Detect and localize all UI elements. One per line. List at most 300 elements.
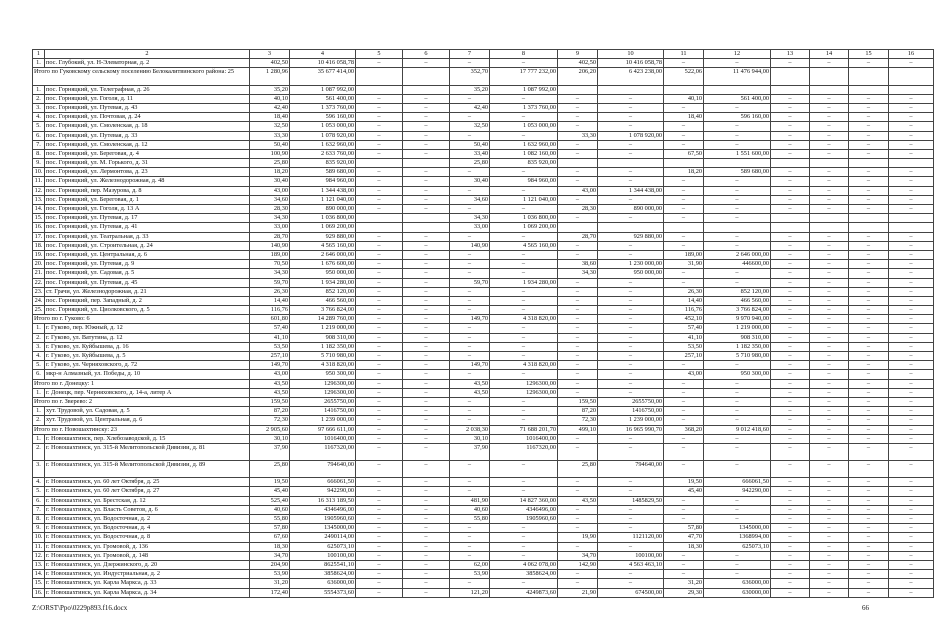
value-cell-col-3: 33,30	[250, 131, 290, 140]
table-row	[33, 352, 934, 361]
subtotal-row	[33, 68, 934, 85]
row-number: 5.	[33, 122, 45, 131]
value-cell-col-12: –	[704, 269, 771, 278]
value-cell-col-11: –	[664, 269, 704, 278]
value-cell-col-4: 1 934 280,00	[290, 278, 356, 287]
value-cell-col-4: 984 960,00	[290, 177, 356, 186]
value-cell-col-5: –	[356, 352, 403, 361]
value-cell-col-14: –	[810, 570, 849, 579]
value-cell-col-16: –	[889, 443, 934, 460]
row-number: 6.	[33, 496, 45, 505]
column-number-8: 8	[490, 50, 558, 59]
value-cell-col-7: 149,70	[450, 315, 490, 324]
value-cell-col-11: 189,00	[664, 250, 704, 259]
row-number: 9.	[33, 159, 45, 168]
value-cell-col-14: –	[810, 579, 849, 588]
value-cell-col-3: 43,00	[250, 186, 290, 195]
value-cell-col-4: 8625541,10	[290, 560, 356, 569]
address-cell: пос. Горняцкий, ул. Центральная, д. 6	[45, 250, 250, 259]
value-cell-col-3: 28,30	[250, 205, 290, 214]
value-cell-col-12: –	[704, 379, 771, 388]
value-cell-col-3: 70,50	[250, 260, 290, 269]
value-cell-col-13: –	[771, 524, 810, 533]
value-cell-col-16: –	[889, 140, 934, 149]
value-cell-col-15: –	[849, 443, 889, 460]
value-cell-col-5: –	[356, 478, 403, 487]
row-number: 11.	[33, 177, 45, 186]
value-cell-col-8: –	[490, 579, 558, 588]
value-cell-col-13: –	[771, 416, 810, 425]
value-cell-col-7: –	[450, 306, 490, 315]
column-number-11: 11	[664, 50, 704, 59]
value-cell-col-9: –	[558, 315, 598, 324]
column-number-7: 7	[450, 50, 490, 59]
value-cell-col-13: –	[771, 306, 810, 315]
value-cell-col-8: –	[490, 287, 558, 296]
value-cell-col-6: –	[403, 505, 450, 514]
value-cell-col-14: –	[810, 177, 849, 186]
value-cell-col-5: –	[356, 505, 403, 514]
row-number: 4.	[33, 113, 45, 122]
value-cell-col-7: –	[450, 131, 490, 140]
value-cell-col-8: –	[490, 186, 558, 195]
value-cell-col-15: –	[849, 186, 889, 195]
value-cell-col-12: –	[704, 195, 771, 204]
address-cell: г. Гуково, пер. Южный, д. 12	[45, 324, 250, 333]
value-cell-col-4: 1296300,00	[290, 388, 356, 397]
value-cell-col-15: –	[849, 551, 889, 560]
value-cell-col-13: –	[771, 278, 810, 287]
row-number: 15.	[33, 214, 45, 223]
table-row	[33, 149, 934, 158]
column-number-4: 4	[290, 50, 356, 59]
value-cell-col-10: –	[598, 443, 664, 460]
value-cell-col-12: –	[704, 505, 771, 514]
value-cell-col-10: 1 344 438,00	[598, 186, 664, 195]
value-cell-col-11: –	[664, 407, 704, 416]
value-cell-col-13	[771, 68, 810, 85]
value-cell-col-7: –	[450, 296, 490, 305]
value-cell-col-4: 100100,00	[290, 551, 356, 560]
value-cell-col-8: –	[490, 524, 558, 533]
value-cell-col-10: –	[598, 487, 664, 496]
table-row	[33, 168, 934, 177]
row-number: 3.	[33, 342, 45, 351]
value-cell-col-3: 100,90	[250, 149, 290, 158]
table-row	[33, 223, 934, 232]
table-row	[33, 94, 934, 103]
value-cell-col-12: 5 710 980,00	[704, 352, 771, 361]
address-cell: г. Новошахтинск, ул. 60 лет Октября, д. 27	[45, 487, 250, 496]
value-cell-col-11: –	[664, 241, 704, 250]
value-cell-col-15: –	[849, 515, 889, 524]
value-cell-col-9: –	[558, 352, 598, 361]
address-cell: пос. Горняцкий, пер. Западный, д. 2	[45, 296, 250, 305]
value-cell-col-6: –	[403, 588, 450, 597]
value-cell-col-14: –	[810, 560, 849, 569]
value-cell-col-5: –	[356, 370, 403, 379]
value-cell-col-16: –	[889, 570, 934, 579]
value-cell-col-8: 71 688 201,70	[490, 425, 558, 434]
address-cell: г. Новошахтинск, пер. Хлебозаводской, д. 15	[45, 434, 250, 443]
subtotal-label: Итого по г. Новошахтинску: 23	[33, 425, 250, 434]
value-cell-col-4: 794640,00	[290, 461, 356, 478]
value-cell-col-5: –	[356, 342, 403, 351]
value-cell-col-4: 2490114,00	[290, 533, 356, 542]
value-cell-col-6: –	[403, 195, 450, 204]
column-number-14: 14	[810, 50, 849, 59]
address-cell: пос. Горняцкий, ул. М. Горького, д. 31	[45, 159, 250, 168]
row-number: 25.	[33, 306, 45, 315]
value-cell-col-5: –	[356, 177, 403, 186]
value-cell-col-14	[810, 68, 849, 85]
value-cell-col-15: –	[849, 140, 889, 149]
address-cell: хут. Трудовой, ул. Центральная, д. 6	[45, 416, 250, 425]
value-cell-col-7: –	[450, 250, 490, 259]
value-cell-col-6: –	[403, 177, 450, 186]
value-cell-col-6: –	[403, 542, 450, 551]
value-cell-col-15: –	[849, 94, 889, 103]
value-cell-col-16: –	[889, 425, 934, 434]
value-cell-col-4: 10 416 058,78	[290, 59, 356, 68]
value-cell-col-13: –	[771, 140, 810, 149]
value-cell-col-13: –	[771, 379, 810, 388]
row-number: 13.	[33, 560, 45, 569]
value-cell-col-12: –	[704, 59, 771, 68]
value-cell-col-8: 17 777 232,00	[490, 68, 558, 85]
value-cell-col-3: 1 280,96	[250, 68, 290, 85]
value-cell-col-14: –	[810, 103, 849, 112]
value-cell-col-5: –	[356, 94, 403, 103]
value-cell-col-12: –	[704, 407, 771, 416]
value-cell-col-9: 21,90	[558, 588, 598, 597]
value-cell-col-3: 67,60	[250, 533, 290, 542]
value-cell-col-14: –	[810, 388, 849, 397]
value-cell-col-16: –	[889, 205, 934, 214]
value-cell-col-9: 28,30	[558, 205, 598, 214]
value-cell-col-11: –	[664, 379, 704, 388]
value-cell-col-5: –	[356, 122, 403, 131]
value-cell-col-11	[664, 85, 704, 94]
value-cell-col-6: –	[403, 579, 450, 588]
value-cell-col-9: –	[558, 113, 598, 122]
value-cell-col-3: 172,40	[250, 588, 290, 597]
address-cell: г. Новошахтинск, ул. Водосточная, д. 2	[45, 515, 250, 524]
value-cell-col-11: 53,50	[664, 342, 704, 351]
value-cell-col-8: –	[490, 478, 558, 487]
value-cell-col-12: –	[704, 461, 771, 478]
table-row	[33, 533, 934, 542]
value-cell-col-15: –	[849, 533, 889, 542]
value-cell-col-13: –	[771, 579, 810, 588]
value-cell-col-11: 29,30	[664, 588, 704, 597]
value-cell-col-4: 1905960,60	[290, 515, 356, 524]
value-cell-col-6: –	[403, 487, 450, 496]
value-cell-col-16: –	[889, 579, 934, 588]
value-cell-col-11: –	[664, 232, 704, 241]
value-cell-col-16: –	[889, 168, 934, 177]
value-cell-col-6: –	[403, 570, 450, 579]
value-cell-col-4: 466 560,00	[290, 296, 356, 305]
column-number-16: 16	[889, 50, 934, 59]
row-number: 24.	[33, 296, 45, 305]
value-cell-col-12: –	[704, 443, 771, 460]
value-cell-col-8: 835 920,00	[490, 159, 558, 168]
value-cell-col-15: –	[849, 388, 889, 397]
row-number: 7.	[33, 505, 45, 514]
value-cell-col-15: –	[849, 195, 889, 204]
address-cell: г. Гуково, ул. Ватутина, д. 12	[45, 333, 250, 342]
row-number: 2.	[33, 443, 45, 460]
value-cell-col-12: 596 160,00	[704, 113, 771, 122]
value-cell-col-8: –	[490, 269, 558, 278]
value-cell-col-3: 33,00	[250, 223, 290, 232]
subtotal-label: Итого по Гуковскому сельскому поселению Белокалитвинского района: 25	[33, 68, 250, 85]
value-cell-col-14	[810, 159, 849, 168]
value-cell-col-5: –	[356, 269, 403, 278]
value-cell-col-10	[598, 159, 664, 168]
row-number: 17.	[33, 232, 45, 241]
value-cell-col-14: –	[810, 122, 849, 131]
value-cell-col-11: –	[664, 388, 704, 397]
value-cell-col-8: –	[490, 250, 558, 259]
subtotal-label: Итого по г. Гуково: 6	[33, 315, 250, 324]
value-cell-col-6: –	[403, 361, 450, 370]
value-cell-col-14: –	[810, 250, 849, 259]
value-cell-col-11: –	[664, 461, 704, 478]
value-cell-col-11: 57,40	[664, 324, 704, 333]
value-cell-col-7: 40,60	[450, 505, 490, 514]
value-cell-col-15	[849, 85, 889, 94]
column-number-5: 5	[356, 50, 403, 59]
value-cell-col-6: –	[403, 168, 450, 177]
value-cell-col-8: 4 062 078,00	[490, 560, 558, 569]
value-cell-col-3: 37,90	[250, 443, 290, 460]
table-row	[33, 407, 934, 416]
subtotal-row	[33, 379, 934, 388]
value-cell-col-13: –	[771, 425, 810, 434]
value-cell-col-5	[356, 214, 403, 223]
value-cell-col-10: –	[598, 478, 664, 487]
value-cell-col-9: –	[558, 195, 598, 204]
address-cell: г. Новошахтинск, ул. Водосточная, д. 8	[45, 533, 250, 542]
value-cell-col-4: 14 289 760,00	[290, 315, 356, 324]
value-cell-col-14: –	[810, 168, 849, 177]
value-cell-col-10: 6 423 238,00	[598, 68, 664, 85]
value-cell-col-15: –	[849, 59, 889, 68]
value-cell-col-4: 1 036 800,00	[290, 214, 356, 223]
column-number-9: 9	[558, 50, 598, 59]
value-cell-col-16: –	[889, 461, 934, 478]
value-cell-col-5	[356, 85, 403, 94]
value-cell-col-5: –	[356, 551, 403, 560]
address-cell: пос. Горняцкий, ул. Береговая, д. 4	[45, 149, 250, 158]
value-cell-col-7: 121,20	[450, 588, 490, 597]
row-number: 6.	[33, 370, 45, 379]
value-cell-col-3: 40,60	[250, 505, 290, 514]
value-cell-col-5: –	[356, 113, 403, 122]
value-cell-col-16: –	[889, 542, 934, 551]
value-cell-col-8: –	[490, 205, 558, 214]
value-cell-col-8: 1 069 200,00	[490, 223, 558, 232]
value-cell-col-8: 984 960,00	[490, 177, 558, 186]
value-cell-col-14	[810, 85, 849, 94]
value-cell-col-10: –	[598, 570, 664, 579]
value-cell-col-8: 1 036 800,00	[490, 214, 558, 223]
value-cell-col-6: –	[403, 205, 450, 214]
value-cell-col-11: –	[664, 361, 704, 370]
value-cell-col-15: –	[849, 269, 889, 278]
value-cell-col-6: –	[403, 551, 450, 560]
value-cell-col-9: –	[558, 94, 598, 103]
value-cell-col-13: –	[771, 186, 810, 195]
value-cell-col-4: 625073,10	[290, 542, 356, 551]
value-cell-col-4: 2 646 000,00	[290, 250, 356, 259]
value-cell-col-4: 5 710 980,00	[290, 352, 356, 361]
value-cell-col-6: –	[403, 306, 450, 315]
value-cell-col-15: –	[849, 324, 889, 333]
value-cell-col-8: 1296300,00	[490, 388, 558, 397]
value-cell-col-14: –	[810, 524, 849, 533]
value-cell-col-14: –	[810, 588, 849, 597]
value-cell-col-4: 929 880,00	[290, 232, 356, 241]
value-cell-col-3: 18,40	[250, 113, 290, 122]
value-cell-col-15: –	[849, 434, 889, 443]
value-cell-col-5: –	[356, 315, 403, 324]
table-row	[33, 542, 934, 551]
value-cell-col-10: –	[598, 168, 664, 177]
value-cell-col-16: –	[889, 370, 934, 379]
row-number: 12.	[33, 186, 45, 195]
value-cell-col-11: –	[664, 505, 704, 514]
value-cell-col-13: –	[771, 570, 810, 579]
value-cell-col-7: –	[450, 168, 490, 177]
value-cell-col-13: –	[771, 397, 810, 406]
value-cell-col-13: –	[771, 131, 810, 140]
value-cell-col-9: –	[558, 342, 598, 351]
value-cell-col-15	[849, 159, 889, 168]
value-cell-col-4: 97 666 611,00	[290, 425, 356, 434]
value-cell-col-11: –	[664, 122, 704, 131]
value-cell-col-7: –	[450, 524, 490, 533]
value-cell-col-15: –	[849, 361, 889, 370]
value-cell-col-8: –	[490, 168, 558, 177]
value-cell-col-7: 55,80	[450, 515, 490, 524]
value-cell-col-15: –	[849, 232, 889, 241]
table-row	[33, 333, 934, 342]
row-number: 8.	[33, 149, 45, 158]
value-cell-col-8: –	[490, 113, 558, 122]
value-cell-col-6: –	[403, 524, 450, 533]
value-cell-col-12: 1 551 600,00	[704, 149, 771, 158]
value-cell-col-12: 1368994,00	[704, 533, 771, 542]
value-cell-col-10: 929 880,00	[598, 232, 664, 241]
value-cell-col-7: 30,40	[450, 177, 490, 186]
value-cell-col-4: 589 680,00	[290, 168, 356, 177]
table-row	[33, 59, 934, 68]
value-cell-col-14	[810, 223, 849, 232]
value-cell-col-12: –	[704, 232, 771, 241]
value-cell-col-11: –	[664, 434, 704, 443]
value-cell-col-13: –	[771, 487, 810, 496]
value-cell-col-8: 4 318 820,00	[490, 315, 558, 324]
value-cell-col-11: 522,06	[664, 68, 704, 85]
value-cell-col-11: –	[664, 205, 704, 214]
value-cell-col-3: 57,80	[250, 524, 290, 533]
address-cell: пос. Глубокий, ул. Н-Элеваторная, д. 2	[45, 59, 250, 68]
value-cell-col-3: 40,10	[250, 94, 290, 103]
value-cell-col-3: 204,90	[250, 560, 290, 569]
value-cell-col-8: 1 934 280,00	[490, 278, 558, 287]
value-cell-col-12: 630000,00	[704, 588, 771, 597]
page-number: 66	[862, 604, 869, 612]
column-number-3: 3	[250, 50, 290, 59]
value-cell-col-7: 43,50	[450, 379, 490, 388]
value-cell-col-13: –	[771, 407, 810, 416]
table-row	[33, 103, 934, 112]
value-cell-col-16: –	[889, 487, 934, 496]
column-number-12: 12	[704, 50, 771, 59]
value-cell-col-8: 4 318 820,00	[490, 361, 558, 370]
value-cell-col-7: –	[450, 113, 490, 122]
value-cell-col-5: –	[356, 560, 403, 569]
value-cell-col-16: –	[889, 149, 934, 158]
value-cell-col-9: 87,20	[558, 407, 598, 416]
value-cell-col-14: –	[810, 241, 849, 250]
value-cell-col-10: 1121120,00	[598, 533, 664, 542]
value-cell-col-5: –	[356, 434, 403, 443]
value-cell-col-16	[889, 68, 934, 85]
value-cell-col-11: –	[664, 195, 704, 204]
value-cell-col-5	[356, 68, 403, 85]
value-cell-col-7: –	[450, 487, 490, 496]
value-cell-col-12: –	[704, 570, 771, 579]
value-cell-col-12: –	[704, 361, 771, 370]
value-cell-col-9: –	[558, 579, 598, 588]
table-row	[33, 361, 934, 370]
value-cell-col-8: 1 121 040,00	[490, 195, 558, 204]
column-number-1: 1	[33, 50, 45, 59]
value-cell-col-13: –	[771, 103, 810, 112]
value-cell-col-11: –	[664, 140, 704, 149]
value-cell-col-14: –	[810, 379, 849, 388]
value-cell-col-6: –	[403, 103, 450, 112]
table-row	[33, 551, 934, 560]
table-row	[33, 560, 934, 569]
value-cell-col-11: –	[664, 570, 704, 579]
row-number: 3.	[33, 461, 45, 478]
row-number: 4.	[33, 352, 45, 361]
value-cell-col-8: –	[490, 542, 558, 551]
value-cell-col-9: –	[558, 379, 598, 388]
value-cell-col-8: 4346496,00	[490, 505, 558, 514]
value-cell-col-8: 3858624,00	[490, 570, 558, 579]
value-cell-col-11: 31,20	[664, 579, 704, 588]
value-cell-col-5: –	[356, 140, 403, 149]
value-cell-col-3: 14,40	[250, 296, 290, 305]
value-cell-col-16: –	[889, 333, 934, 342]
value-cell-col-16: –	[889, 232, 934, 241]
value-cell-col-9: –	[558, 361, 598, 370]
value-cell-col-8: –	[490, 131, 558, 140]
value-cell-col-7: 34,30	[450, 214, 490, 223]
value-cell-col-7: 62,00	[450, 560, 490, 569]
value-cell-col-4: 950 300,00	[290, 370, 356, 379]
value-cell-col-3: 43,50	[250, 388, 290, 397]
value-cell-col-13: –	[771, 269, 810, 278]
value-cell-col-13: –	[771, 496, 810, 505]
value-cell-col-5: –	[356, 570, 403, 579]
